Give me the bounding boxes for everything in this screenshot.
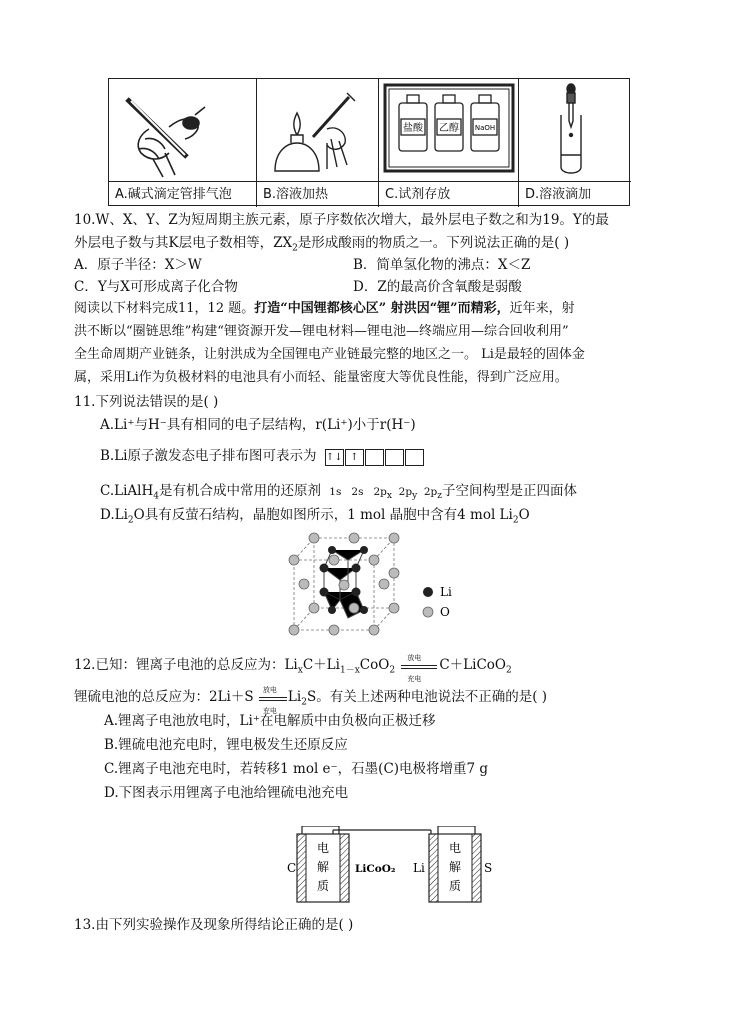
q12-option-a: A.锂离子电池放电时，Li⁺在电解质中由负极向正极迁移 xyxy=(104,713,436,729)
q11-option-d: $D.Li_2O$具有反萤石结构，晶胞如图所示，1 mol 晶胞中含有4 mol $Li_2O$ xyxy=(100,507,530,526)
reading-line4: 属，采用Li作为负极材料的电池具有小而轻、能量密度大等优良性能，得到广泛应用。 xyxy=(74,370,568,385)
alcohol-lamp-icon xyxy=(257,79,379,181)
label-hcl: 盐酸 xyxy=(403,123,423,134)
q12-option-c: C.锂离子电池充电时，若转移1 mol e⁻，石墨(C)电极将增重7 g xyxy=(104,761,489,777)
electrolyte-char: 解 xyxy=(449,860,462,874)
caption-d: D.溶液滴加 xyxy=(519,181,631,207)
cell-a xyxy=(109,79,257,207)
label-naoh: NaOH xyxy=(474,124,496,132)
reading-line2: 洪不断以“圈链思维”构建“锂资源开发—锂电材料—锂电池—终端应用—综合回收利用” xyxy=(74,324,569,339)
q11-option-b: B.Li原子激发态电子排布图可表示为 ↑↓ ↑ xyxy=(100,447,425,466)
reading-line1: 阅读以下材料完成11，12 题。打造“中国锂都核心区” 射洪因“锂”而精彩，近年来，射 xyxy=(74,301,575,316)
orbital-box xyxy=(385,449,404,466)
q12-line2: 锂硫电池的总反应为：2Li＋S 放电 充电 $Li_2S$。有关上述两种电池说法不正确的是( ) xyxy=(74,685,548,715)
caption-a: A.碱式滴定管排气泡 xyxy=(109,181,256,207)
caption-c: C.试剂存放 xyxy=(379,181,518,207)
electrolyte-char: 质 xyxy=(449,879,462,893)
dropper-test-tube-icon xyxy=(519,79,631,181)
q11-stem: 11.下列说法错误的是( ) xyxy=(74,394,219,410)
label-c: C xyxy=(287,861,297,875)
battery-charging-diagram xyxy=(285,826,495,906)
orbital-box: ↑ xyxy=(345,449,364,466)
label-ethanol: 乙醇 xyxy=(439,123,459,134)
legend-o: O xyxy=(440,605,450,619)
orbital-box xyxy=(405,449,424,466)
q10-option-b: B．简单氢化物的沸点：X＜Z xyxy=(353,257,531,273)
label-licoo2: LiCoO₂ xyxy=(355,863,396,875)
legend-li: Li xyxy=(440,585,452,599)
electrolyte-char: 解 xyxy=(317,860,330,874)
orbital-diagram xyxy=(325,448,425,466)
o-legend-icon xyxy=(423,607,433,617)
cell-d xyxy=(519,79,631,207)
q10-option-a: A．原子半径：X＞W xyxy=(74,257,202,273)
electrolyte-char: 电 xyxy=(449,841,462,855)
label-s: S xyxy=(484,861,493,875)
orbital-labels: 1s 2s $2p_x$ $2p_y$ $2p_z$ xyxy=(329,486,442,502)
q11-option-a: A.Li⁺与H⁻具有相同的电子层结构，r(Li⁺)小于r(H⁻) xyxy=(100,417,416,433)
cell-c xyxy=(379,79,519,207)
q10-option-c: C．Y与X可形成离子化合物 xyxy=(74,279,238,295)
q11-option-c: C.LiAlH$_4$是有机合成中常用的还原剂 1s 2s $2p_x$ $2p_y$ $2p_z$子空间构型是正四面体 xyxy=(100,483,577,502)
crystal-cell-figure xyxy=(284,530,464,640)
cell-b xyxy=(257,79,379,207)
burette-hand-icon xyxy=(109,79,257,181)
q10-line2: 外层电子数与其K层电子数相等，$ZX_2$是形成酸雨的物质之一。下列说法正确的是( ) xyxy=(74,235,570,254)
q10-option-d: D．Z的最高价含氧酸是弱酸 xyxy=(353,279,522,295)
q12-option-d: D.下图表示用锂离子电池给锂硫电池充电 xyxy=(104,785,349,801)
apparatus-table xyxy=(108,78,630,206)
reagent-bottles-icon xyxy=(379,79,519,181)
reading-line3: 全生命周期产业链条，让射洪成为全国锂电产业链最完整的地区之一。 Li是最轻的固体金 xyxy=(74,347,585,362)
electrolyte-char: 电 xyxy=(317,841,330,855)
q13-stem: 13.由下列实验操作及现象所得结论正确的是( ) xyxy=(74,917,354,933)
reversible-arrow: 放电 充电 xyxy=(399,657,439,675)
q12-option-b: B.锂硫电池充电时，锂电极发生还原反应 xyxy=(104,737,348,753)
li-legend-icon xyxy=(423,587,433,597)
electrolyte-char: 质 xyxy=(317,879,330,893)
orbital-box xyxy=(365,449,384,466)
q12-stem: 12.已知：锂离子电池的总反应为：$Li_xC+Li_{1-x}CoO_2$ 放电 充电 C＋LiCoO$_2$ xyxy=(74,653,512,683)
q10-line1: 10.W、X、Y、Z为短周期主族元素，原子序数依次增大，最外层电子数之和为19。Y的最 xyxy=(74,212,609,228)
label-li: Li xyxy=(413,861,425,875)
orbital-box: ↑↓ xyxy=(325,449,344,466)
reversible-arrow-2: 放电 充电 xyxy=(258,689,288,707)
caption-b: B.溶液加热 xyxy=(257,181,378,207)
